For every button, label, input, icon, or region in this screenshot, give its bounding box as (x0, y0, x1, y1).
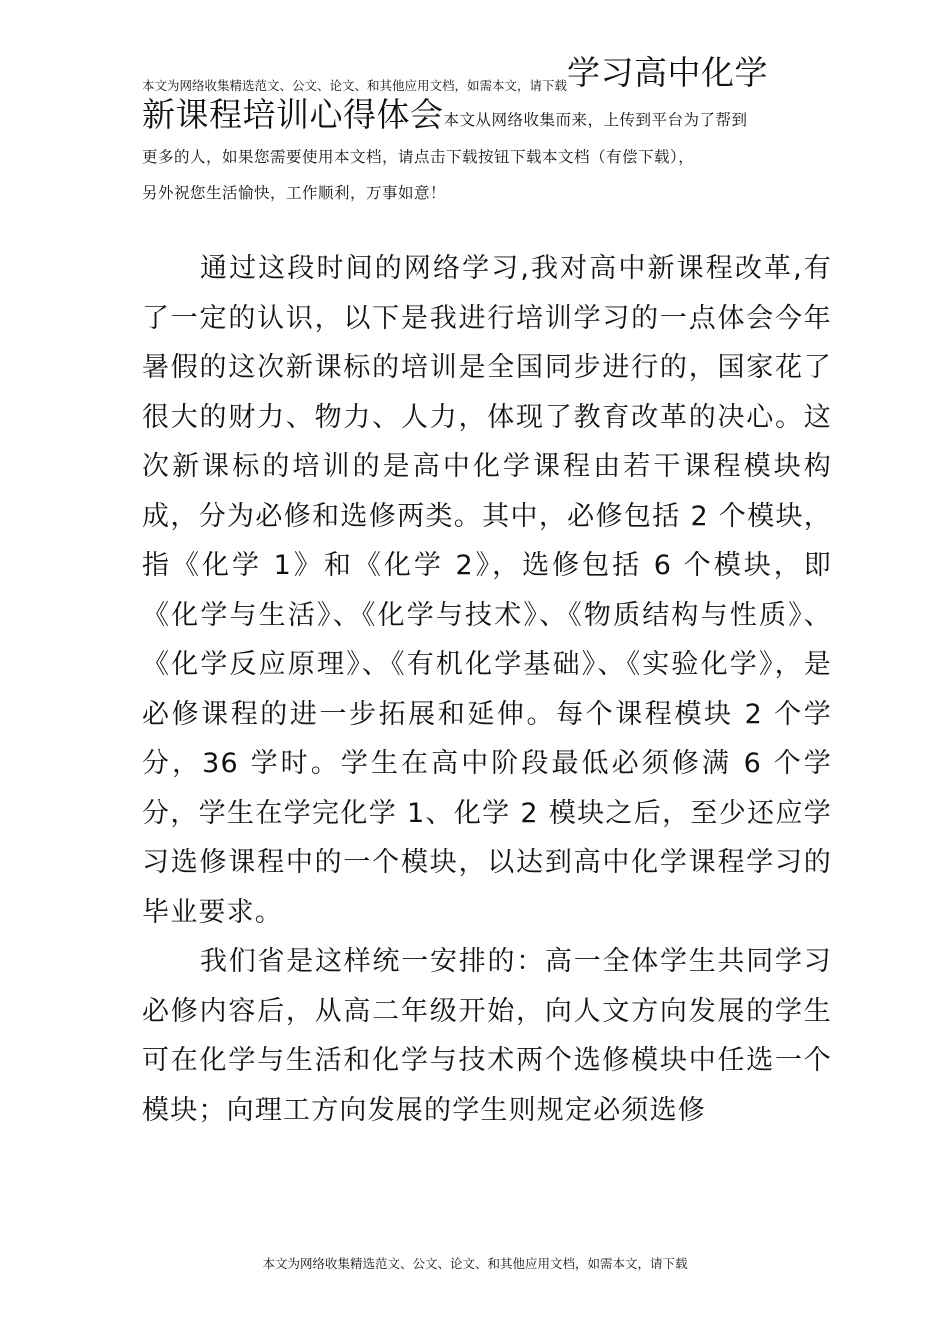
header-line-4 (142, 176, 822, 208)
header-notice-prefix: 本文为网络收集精选范文、公文、论文、和其他应用文档，如需本文，请下载 (142, 78, 568, 93)
header-notice-line2: 本文从网络收集而来，上传到平台为了帮到 (443, 111, 748, 129)
header-line-2 (142, 94, 822, 136)
document-title-part2: 新课程培训心得体会 (142, 95, 444, 134)
body-paragraph-1: 通过这段时间的网络学习,我对高中新课程改革,有了一定的认识，以下是我进行培训学习的一点体会今年暑假的这次新课标的培训是全国同步进行的，国家花了很大的财力、物力、人力，体现了教育改革的决心。这次新课标的培训的是高中化学课程由若干课程模块构成，分为必修和选修两类。其中，必修包括 2 个模块，指《化学 1》和《化学 2》，选修包括 6 个模块，即《化学与生活》、《化学与技术》、《物质结构与性质》、《化学反应原理》、《有机化学基础》、《实验化学》，是必修课程的进一步拓展和延伸。每个课程模块 2 个学分，36 学时。学生在高中阶段最低必须修满 6 个学分，学生在学完化学 1、化学 2 模块之后，至少还应学习选修课程中的一个模块，以达到高中化学课程学习的毕业要求。 (142, 253, 832, 928)
document-body (142, 244, 832, 1135)
header-notice-line3: 更多的人，如果您需要使用本文档，请点击下载按钮下载本文档（有偿下载）， (142, 148, 695, 166)
header-notice-line4: 另外祝您生活愉快，工作顺利，万事如意！ (142, 184, 447, 202)
header-line-1 (142, 48, 822, 94)
header-line-3 (142, 136, 822, 176)
document-title-part1: 学习高中化学 (567, 53, 769, 92)
document-header (142, 48, 822, 208)
page-footer: 本文为网络收集精选范文、公文、论文、和其他应用文档，如需本文，请下载 (262, 1256, 688, 1271)
body-paragraph-2: 我们省是这样统一安排的：高一全体学生共同学习必修内容后，从高二年级开始，向人文方向发展的学生可在化学与生活和化学与技术两个选修模块中任选一个模块；向理工方向发展的学生则规定必须选修 (142, 946, 832, 1126)
